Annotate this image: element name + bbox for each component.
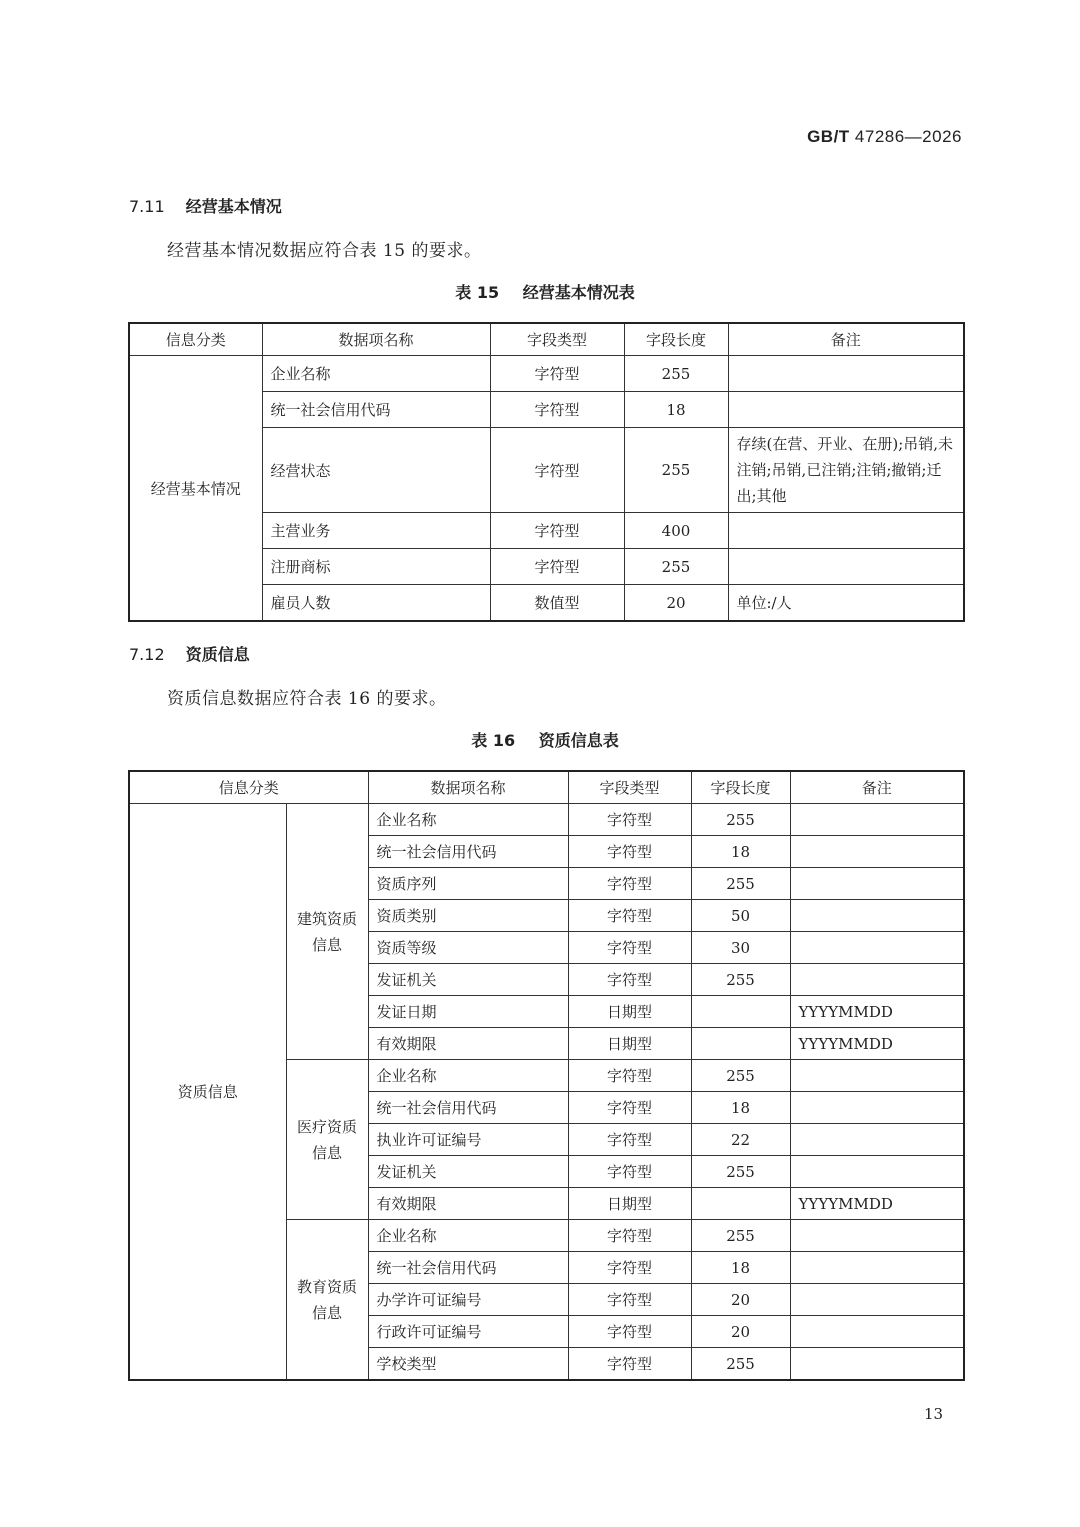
note-cell: YYYYMMDD xyxy=(790,1188,964,1220)
field-length-cell: 255 xyxy=(624,428,728,513)
field-type-cell: 字符型 xyxy=(490,513,624,549)
note-cell xyxy=(790,1220,964,1252)
column-header: 信息分类 xyxy=(129,771,368,804)
standard-prefix: GB/T xyxy=(807,127,850,146)
category-cell: 资质信息 xyxy=(129,804,286,1381)
standard-code xyxy=(807,127,962,147)
table-caption-title: 资质信息表 xyxy=(538,731,619,750)
note-cell xyxy=(790,1124,964,1156)
field-type-cell: 字符型 xyxy=(568,1348,691,1381)
field-type-cell: 字符型 xyxy=(568,1156,691,1188)
field-name-cell: 注册商标 xyxy=(262,549,490,585)
field-name-cell: 发证机关 xyxy=(368,964,568,996)
table-caption-number: 表 15 xyxy=(455,283,500,302)
note-cell xyxy=(790,836,964,868)
field-name-cell: 发证日期 xyxy=(368,996,568,1028)
note-cell xyxy=(790,964,964,996)
field-type-cell: 字符型 xyxy=(568,868,691,900)
field-length-cell: 30 xyxy=(691,932,790,964)
field-type-cell: 字符型 xyxy=(568,1060,691,1092)
field-type-cell: 字符型 xyxy=(568,836,691,868)
field-name-cell: 企业名称 xyxy=(368,804,568,836)
section-paragraph-7-12: 资质信息数据应符合表 16 的要求。 xyxy=(167,689,447,709)
column-header: 数据项名称 xyxy=(262,323,490,356)
table-row xyxy=(129,804,964,836)
field-name-cell: 统一社会信用代码 xyxy=(368,1252,568,1284)
table-16 xyxy=(128,770,965,1381)
field-length-cell: 255 xyxy=(624,356,728,392)
field-name-cell: 办学许可证编号 xyxy=(368,1284,568,1316)
field-length-cell: 18 xyxy=(691,1092,790,1124)
field-name-cell: 企业名称 xyxy=(368,1220,568,1252)
table-16-caption xyxy=(0,728,1080,751)
field-length-cell xyxy=(691,1028,790,1060)
column-header: 字段类型 xyxy=(490,323,624,356)
field-type-cell: 数值型 xyxy=(490,585,624,622)
field-length-cell xyxy=(691,1188,790,1220)
note-cell: YYYYMMDD xyxy=(790,996,964,1028)
table-caption-title: 经营基本情况表 xyxy=(522,283,635,302)
field-name-cell: 资质等级 xyxy=(368,932,568,964)
field-name-cell: 学校类型 xyxy=(368,1348,568,1381)
column-header: 信息分类 xyxy=(129,323,262,356)
field-name-cell: 有效期限 xyxy=(368,1028,568,1060)
note-cell xyxy=(790,1284,964,1316)
subcategory-cell: 建筑资质信息 xyxy=(286,804,368,1060)
field-name-cell: 有效期限 xyxy=(368,1188,568,1220)
field-length-cell: 20 xyxy=(624,585,728,622)
table-header-row xyxy=(129,771,964,804)
field-length-cell: 400 xyxy=(624,513,728,549)
column-header: 数据项名称 xyxy=(368,771,568,804)
field-type-cell: 字符型 xyxy=(568,964,691,996)
note-cell xyxy=(790,1060,964,1092)
note-cell xyxy=(790,1156,964,1188)
field-name-cell: 统一社会信用代码 xyxy=(368,836,568,868)
field-type-cell: 字符型 xyxy=(568,1124,691,1156)
table-header-row xyxy=(129,323,964,356)
field-name-cell: 企业名称 xyxy=(262,356,490,392)
section-title: 经营基本情况 xyxy=(185,197,282,216)
field-length-cell: 20 xyxy=(691,1316,790,1348)
field-length-cell: 18 xyxy=(691,836,790,868)
field-name-cell: 统一社会信用代码 xyxy=(368,1092,568,1124)
note-cell xyxy=(728,513,964,549)
category-cell: 经营基本情况 xyxy=(129,356,262,622)
field-type-cell: 字符型 xyxy=(568,804,691,836)
field-name-cell: 经营状态 xyxy=(262,428,490,513)
column-header: 备注 xyxy=(790,771,964,804)
note-cell xyxy=(728,392,964,428)
field-length-cell: 18 xyxy=(624,392,728,428)
field-length-cell: 255 xyxy=(691,964,790,996)
section-heading-7-12 xyxy=(129,642,250,665)
column-header: 字段类型 xyxy=(568,771,691,804)
section-number: 7.12 xyxy=(129,645,165,664)
field-type-cell: 日期型 xyxy=(568,996,691,1028)
field-length-cell: 255 xyxy=(691,1220,790,1252)
note-cell xyxy=(790,1316,964,1348)
note-cell: 存续(在营、开业、在册);吊销,未注销;吊销,已注销;注销;撤销;迁出;其他 xyxy=(728,428,964,513)
note-cell xyxy=(790,868,964,900)
field-length-cell: 18 xyxy=(691,1252,790,1284)
field-type-cell: 字符型 xyxy=(568,1252,691,1284)
field-length-cell: 20 xyxy=(691,1284,790,1316)
field-name-cell: 企业名称 xyxy=(368,1060,568,1092)
field-type-cell: 字符型 xyxy=(568,1220,691,1252)
table-caption-number: 表 16 xyxy=(471,731,516,750)
section-paragraph-7-11: 经营基本情况数据应符合表 15 的要求。 xyxy=(167,241,482,261)
field-length-cell: 255 xyxy=(691,868,790,900)
field-name-cell: 资质序列 xyxy=(368,868,568,900)
field-name-cell: 发证机关 xyxy=(368,1156,568,1188)
column-header: 字段长度 xyxy=(624,323,728,356)
field-length-cell: 255 xyxy=(691,1060,790,1092)
field-name-cell: 统一社会信用代码 xyxy=(262,392,490,428)
note-cell xyxy=(790,932,964,964)
note-cell xyxy=(790,1348,964,1381)
field-type-cell: 字符型 xyxy=(490,356,624,392)
field-name-cell: 行政许可证编号 xyxy=(368,1316,568,1348)
field-type-cell: 字符型 xyxy=(490,392,624,428)
note-cell: YYYYMMDD xyxy=(790,1028,964,1060)
table-15-caption xyxy=(0,280,1080,303)
note-cell xyxy=(790,1252,964,1284)
field-length-cell: 22 xyxy=(691,1124,790,1156)
subcategory-cell: 医疗资质信息 xyxy=(286,1060,368,1220)
note-cell xyxy=(728,356,964,392)
note-cell: 单位:/人 xyxy=(728,585,964,622)
field-type-cell: 字符型 xyxy=(568,900,691,932)
field-length-cell xyxy=(691,996,790,1028)
field-length-cell: 50 xyxy=(691,900,790,932)
field-length-cell: 255 xyxy=(691,1156,790,1188)
field-type-cell: 字符型 xyxy=(490,549,624,585)
field-length-cell: 255 xyxy=(691,804,790,836)
field-type-cell: 字符型 xyxy=(568,1284,691,1316)
field-length-cell: 255 xyxy=(624,549,728,585)
column-header: 字段长度 xyxy=(691,771,790,804)
field-type-cell: 字符型 xyxy=(568,1092,691,1124)
field-type-cell: 字符型 xyxy=(568,932,691,964)
note-cell xyxy=(790,1092,964,1124)
note-cell xyxy=(790,804,964,836)
note-cell xyxy=(728,549,964,585)
field-type-cell: 日期型 xyxy=(568,1188,691,1220)
column-header: 备注 xyxy=(728,323,964,356)
field-length-cell: 255 xyxy=(691,1348,790,1381)
field-name-cell: 资质类别 xyxy=(368,900,568,932)
note-cell xyxy=(790,900,964,932)
section-number: 7.11 xyxy=(129,197,165,216)
table-15 xyxy=(128,322,965,622)
table-row xyxy=(129,356,964,392)
field-type-cell: 日期型 xyxy=(568,1028,691,1060)
section-title: 资质信息 xyxy=(185,645,250,664)
standard-number: 47286—2026 xyxy=(854,127,962,146)
field-name-cell: 执业许可证编号 xyxy=(368,1124,568,1156)
subcategory-cell: 教育资质信息 xyxy=(286,1220,368,1381)
section-heading-7-11 xyxy=(129,194,282,217)
field-type-cell: 字符型 xyxy=(568,1316,691,1348)
field-name-cell: 雇员人数 xyxy=(262,585,490,622)
page-number: 13 xyxy=(924,1405,944,1423)
field-type-cell: 字符型 xyxy=(490,428,624,513)
field-name-cell: 主营业务 xyxy=(262,513,490,549)
